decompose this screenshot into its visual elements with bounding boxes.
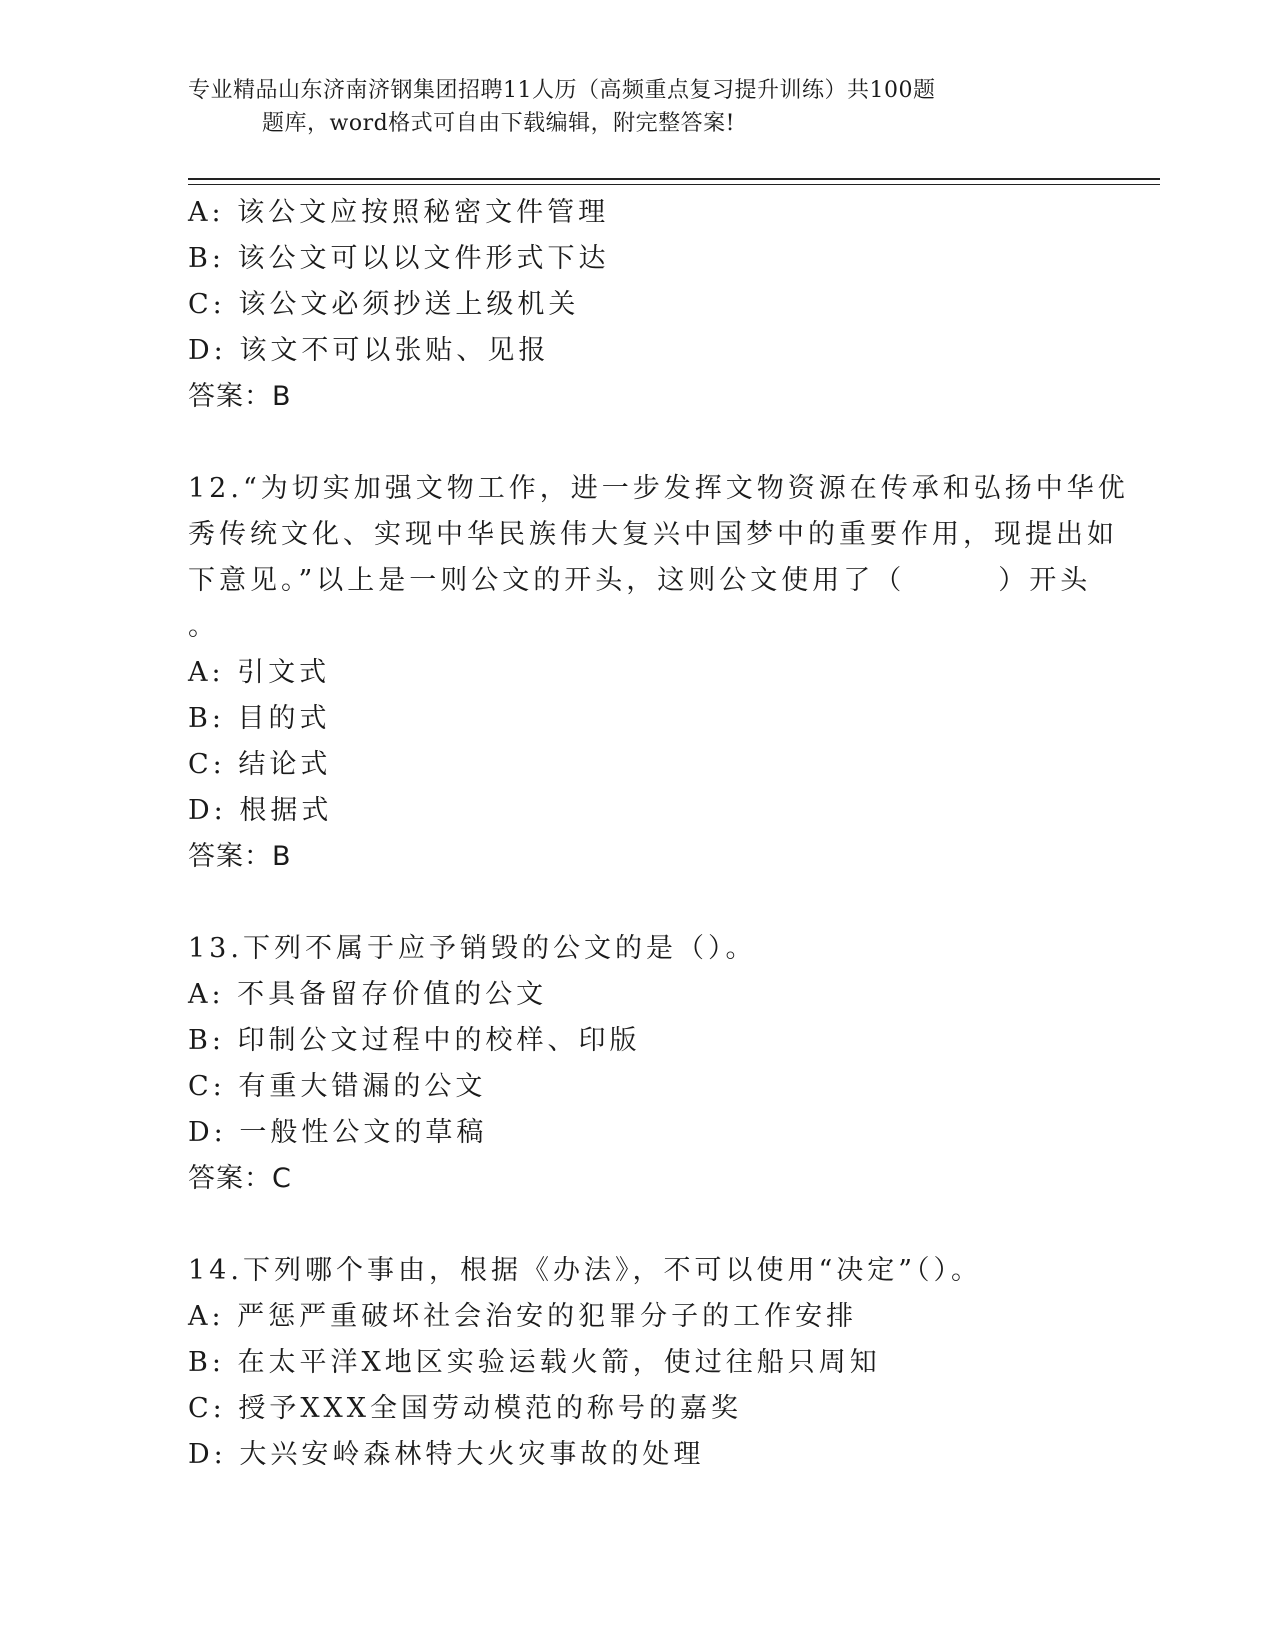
option-d: D: 根据式: [188, 795, 333, 826]
option-b: B: 印制公文过程中的校样、印版: [188, 1025, 641, 1056]
question-14: [188, 1248, 1088, 1478]
option-c: C: 授予XXX全国劳动模范的称号的嘉奖: [188, 1393, 743, 1424]
question-stem-line: 下意见。”以上是一则公文的开头，这则公文使用了（ ）开头: [188, 565, 1092, 596]
answer: 答案：B: [188, 841, 292, 872]
header-title-line1: 专业精品山东济南济钢集团招聘11人历（高频重点复习提升训练）共100题: [188, 78, 936, 103]
header-divider-thin: [188, 184, 1160, 185]
option-a: A: 不具备留存价值的公文: [188, 979, 548, 1010]
option-d: D: 一般性公文的草稿: [188, 1117, 488, 1148]
answer: 答案：B: [188, 381, 292, 412]
option-d: D: 大兴安岭森林特大火灾事故的处理: [188, 1439, 705, 1470]
header-divider-thick: [188, 178, 1160, 180]
document-header: [188, 74, 1088, 140]
option-c: C: 该公文必须抄送上级机关: [188, 289, 580, 320]
option-a: A: 严惩严重破坏社会治安的犯罪分子的工作安排: [188, 1301, 858, 1332]
spacer: [188, 1202, 1088, 1248]
question-11: [188, 190, 1088, 420]
question-stem: 14.下列哪个事由，根据《办法》，不可以使用“决定”（）。: [188, 1255, 983, 1286]
option-a: A: 该公文应按照秘密文件管理: [188, 197, 610, 228]
option-b: B: 目的式: [188, 703, 331, 734]
spacer: [188, 880, 1088, 926]
option-c: C: 结论式: [188, 749, 332, 780]
question-stem-line: 。: [188, 611, 219, 642]
answer: 答案：C: [188, 1163, 292, 1194]
spacer: [188, 420, 1088, 466]
question-stem: 13.下列不属于应予销毁的公文的是（）。: [188, 933, 757, 964]
option-b: B: 该公文可以以文件形式下达: [188, 243, 610, 274]
option-c: C: 有重大错漏的公文: [188, 1071, 487, 1102]
question-stem-line: 秀传统文化、实现中华民族伟大复兴中国梦中的重要作用，现提出如: [188, 519, 1118, 550]
question-13: [188, 926, 1088, 1202]
question-stem-line: 12.“为切实加强文物工作，进一步发挥文物资源在传承和弘扬中华优: [188, 473, 1129, 504]
option-d: D: 该文不可以张贴、见报: [188, 335, 550, 366]
option-a: A: 引文式: [188, 657, 331, 688]
question-content: [188, 190, 1129, 1478]
option-b: B: 在太平洋X地区实验运载火箭，使过往船只周知: [188, 1347, 881, 1378]
question-12: [188, 466, 1129, 880]
header-title-line2: 题库，word格式可自由下载编辑，附完整答案!: [262, 111, 736, 136]
